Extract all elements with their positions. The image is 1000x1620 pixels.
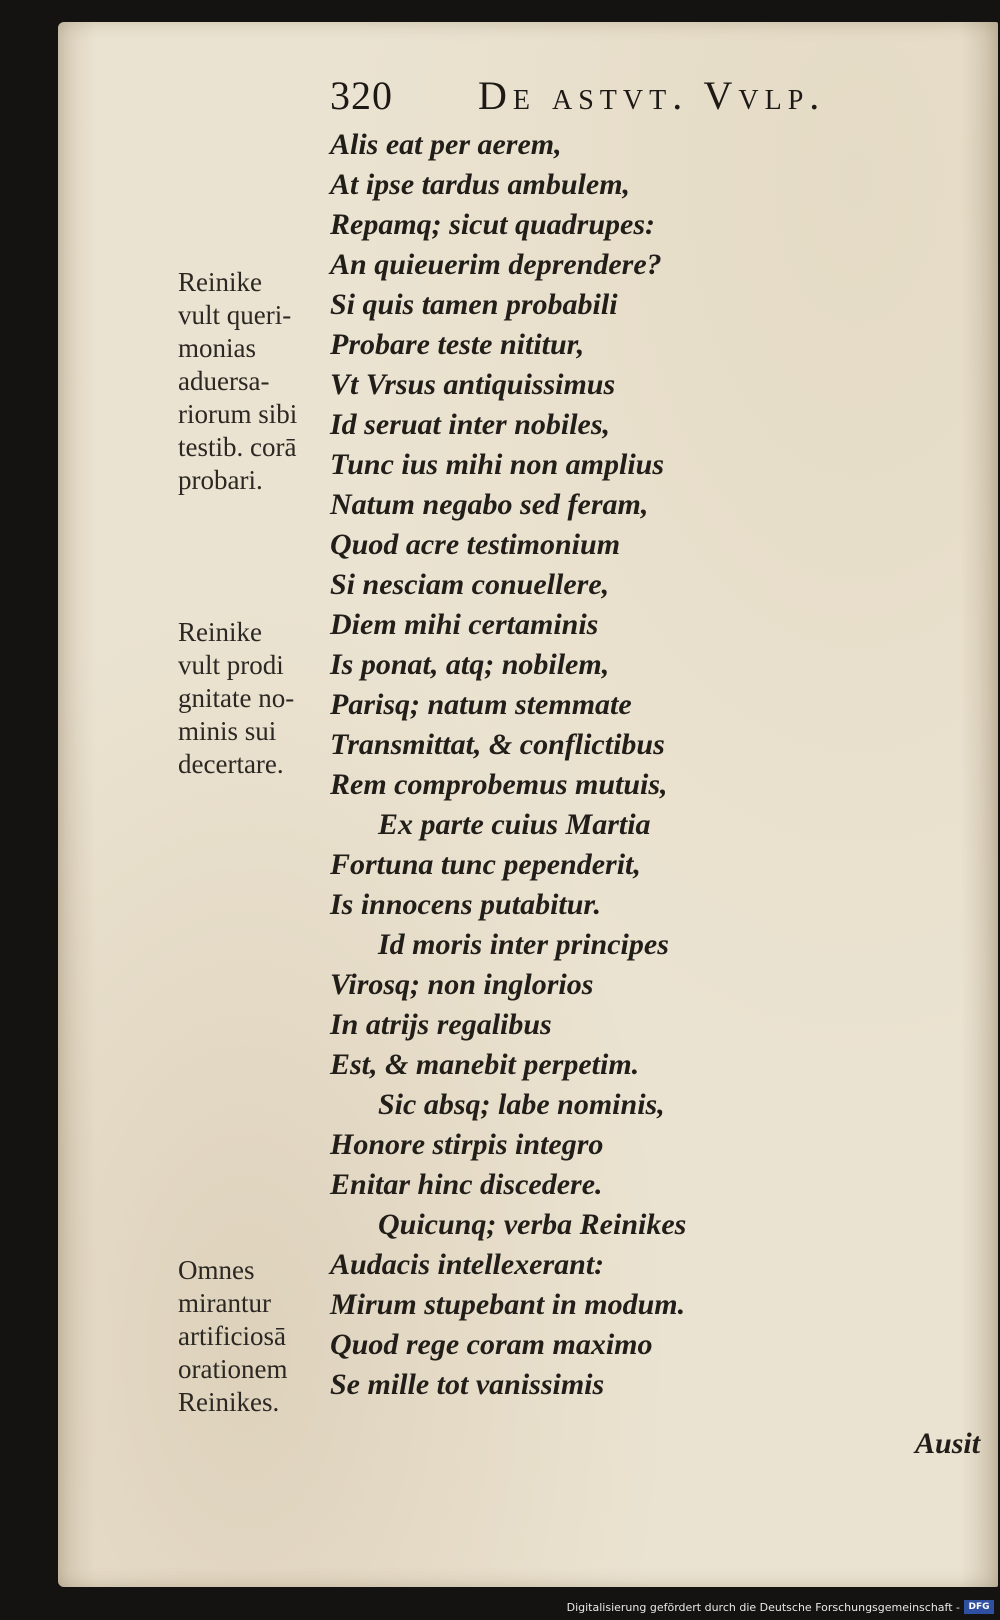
verse-line: Quod rege coram maximo xyxy=(330,1328,653,1361)
verse-line: Is ponat, atq; nobilem, xyxy=(330,648,610,681)
verse-line: Alis eat per aerem, xyxy=(330,128,562,161)
margin-note: Omnes mirantur artificiosā orationem Reinikes. xyxy=(178,1255,288,1417)
verse-line: In atrijs regalibus xyxy=(330,1008,552,1041)
verse-line: Repamq; sicut quadrupes: xyxy=(330,208,656,241)
verse-line: Parisq; natum stemmate xyxy=(330,688,632,721)
margin-note: Reinike vult prodi gnitate no- minis sui decertare. xyxy=(178,617,295,779)
running-title: De astvt. Vvlp. xyxy=(478,73,826,118)
verse-line: Enitar hinc discedere. xyxy=(330,1168,603,1201)
verse-line: Quicunq; verba Reinikes xyxy=(378,1208,687,1241)
verse-line: Audacis intellexerant: xyxy=(330,1248,605,1281)
verse-line: Quod acre testimonium xyxy=(330,528,621,561)
verse-line: Rem comprobemus mutuis, xyxy=(330,768,668,801)
verse-line: Is innocens putabitur. xyxy=(330,888,601,921)
catchword: Ausit xyxy=(915,1427,981,1460)
verse-line: Si quis tamen probabili xyxy=(330,288,618,321)
page-number: 320 xyxy=(330,73,393,118)
digitization-credit: Digitalisierung gefördert durch die Deutsche Forschungsgemeinschaft - xyxy=(566,1601,960,1614)
verse-line: Probare teste nititur, xyxy=(330,328,585,361)
verse-line: Mirum stupebant in modum. xyxy=(330,1288,686,1321)
verse-line: Honore stirpis integro xyxy=(330,1128,604,1161)
verse-line: Id moris inter principes xyxy=(378,928,669,961)
verse-line: An quieuerim deprendere? xyxy=(330,248,662,281)
verse-line: Sic absq; labe nominis, xyxy=(378,1088,665,1121)
verse-line: Ex parte cuius Martia xyxy=(378,808,651,841)
verse-line: At ipse tardus ambulem, xyxy=(330,168,631,201)
verse-line: Natum negabo sed feram, xyxy=(330,488,649,521)
verse-line: Vt Vrsus antiquissimus xyxy=(330,368,616,401)
verse-line: Diem mihi certaminis xyxy=(330,608,599,641)
verse-line: Transmittat, & conflictibus xyxy=(330,728,665,761)
verse-line: Est, & manebit perpetim. xyxy=(330,1048,640,1081)
verse-line: Tunc ius mihi non amplius xyxy=(330,448,665,481)
verse-line: Se mille tot vanissimis xyxy=(330,1368,605,1401)
verse-line: Virosq; non inglorios xyxy=(330,968,594,1001)
verse-line: Si nesciam conuellere, xyxy=(330,568,610,601)
margin-note: Reinike vult queri- monias aduersa- riorum sibi testib. corā probari. xyxy=(178,267,298,495)
dfg-logo: DFG xyxy=(964,1600,994,1614)
verse-line: Fortuna tunc pependerit, xyxy=(330,848,641,881)
verse-line: Id seruat inter nobiles, xyxy=(330,408,611,441)
